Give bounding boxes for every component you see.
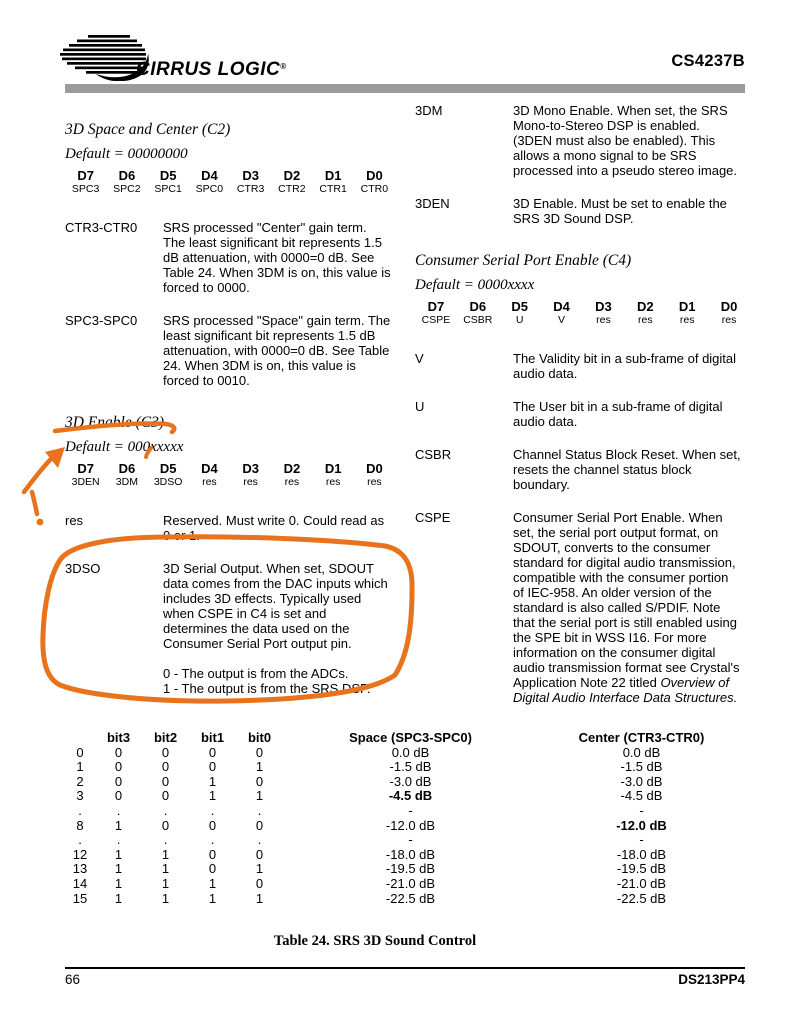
- term-definition: 3D Mono Enable. When set, the SRS Mono-to-Stereo DSP is enabled. (3DEN must also be enabled). This allows a mono signal to be SRS processed into a pseudo stereo image.: [513, 103, 738, 178]
- term-label: 3DSO: [65, 561, 101, 576]
- exclamation-dot: [37, 519, 44, 526]
- bit-name: res: [367, 476, 382, 488]
- definition-text: Consumer Serial Port Enable. When set, the serial port output format, on SDOUT, converts to the consumer standard for digital audio transmission, compatible with the consumer portion of IEC-958. An older version of the standard is also called S/PDIF. Note that the serial port is still enabled using the SPE bit in WSS I16. For more information on the consumer digital audio transmission format see Crystal's Application Note 22 titled: [513, 510, 740, 690]
- table-cell: -4.5 dB: [620, 789, 663, 804]
- definition-3dso: [65, 561, 395, 696]
- bit-name: 3DEN: [71, 476, 100, 488]
- bit-name: SPC0: [195, 183, 224, 195]
- definition-3dm: [415, 98, 750, 178]
- definition-3den: [415, 196, 750, 226]
- table-row: [65, 760, 745, 775]
- table-cell: 0: [161, 745, 170, 760]
- term-definition: Reserved. Must write 0. Could read as 0 or 1.: [163, 513, 385, 543]
- table-cell: 0: [208, 862, 217, 877]
- term-label: SPC3-SPC0: [65, 313, 138, 328]
- bit-D3: [230, 461, 271, 489]
- register-bit-table-c2: [65, 168, 395, 196]
- table-cell: 0: [255, 774, 264, 789]
- table-header-cell: [65, 731, 95, 746]
- definition-ctr3-ctr0: [65, 220, 395, 295]
- brand-name: CIRRUS LOGIC®: [136, 59, 287, 80]
- term-label: 3DEN: [415, 196, 450, 211]
- bit-D2: [624, 299, 666, 327]
- table-caption: Table 24. SRS 3D Sound Control: [273, 933, 477, 949]
- table-cell: .: [257, 833, 262, 848]
- table-cell: .: [163, 803, 168, 818]
- bit-name: SPC2: [113, 183, 141, 195]
- table-cell: 12: [72, 847, 88, 862]
- register-bit-table-c3: [65, 461, 395, 489]
- table-row: [65, 848, 745, 863]
- option-1: 1 - The output is from the SRS DSP.: [163, 681, 371, 696]
- bit-D4: [541, 299, 583, 327]
- table-cell: .: [116, 833, 121, 848]
- table-cell: 0: [114, 745, 123, 760]
- arrow-head: [45, 447, 65, 468]
- table-header-cell: bit0: [247, 731, 272, 745]
- table-header-cell: bit2: [153, 731, 178, 745]
- bit-name: res: [638, 314, 653, 326]
- table-cell: 1: [114, 891, 123, 906]
- term-label: U: [415, 399, 425, 414]
- bit-position: D4: [201, 168, 218, 183]
- bit-name: CTR2: [278, 183, 306, 195]
- table-cell: 0: [114, 774, 123, 789]
- table-header-cell: bit1: [200, 731, 225, 745]
- table-cell: 13: [72, 862, 88, 877]
- bit-position: D7: [77, 168, 94, 183]
- table-cell: -18.0 dB: [616, 847, 667, 862]
- table-cell: -1.5 dB: [389, 760, 432, 775]
- bit-position: D6: [118, 461, 136, 476]
- table-cell: -3.0 dB: [389, 774, 432, 789]
- exclamation-icon: [32, 492, 37, 514]
- term-label: CTR3-CTR0: [65, 220, 138, 235]
- table-cell: 1: [76, 760, 84, 775]
- bit-name: CTR1: [319, 183, 347, 195]
- definition-spc3-spc0: [65, 313, 395, 388]
- table-cell: -: [408, 803, 413, 818]
- table-row: [65, 877, 745, 892]
- table-cell: .: [78, 833, 82, 848]
- term-label: 3DM: [415, 103, 443, 118]
- table-cell: -19.5 dB: [385, 862, 436, 877]
- table-row: [65, 862, 745, 877]
- table-cell: 1: [161, 876, 170, 891]
- bit-D1: [666, 299, 708, 327]
- table-header-cell: Space (SPC3-SPC0): [349, 731, 472, 745]
- bit-name: 3DSO: [153, 476, 183, 488]
- table-cell: 0: [208, 745, 217, 760]
- table-cell: -21.0 dB: [385, 876, 436, 891]
- bit-name: U: [515, 314, 524, 326]
- table-cell: 1: [255, 789, 264, 804]
- table-row: [65, 746, 745, 761]
- bit-position: D3: [242, 168, 259, 183]
- term-label: CSPE: [415, 510, 451, 525]
- bit-D7: [65, 461, 106, 489]
- table-cell: 1: [208, 876, 217, 891]
- table-cell: 0.0 dB: [391, 745, 430, 760]
- right-column: [415, 98, 750, 723]
- registered-mark: ®: [280, 62, 287, 71]
- bit-position: D5: [159, 168, 177, 183]
- bit-name: CTR3: [236, 183, 265, 195]
- table-cell: 1: [255, 891, 264, 906]
- table-cell: -22.5 dB: [385, 891, 436, 906]
- bit-name: CTR0: [360, 183, 389, 195]
- table-cell: 0: [76, 745, 84, 760]
- bit-name: res: [596, 314, 611, 326]
- bit-position: D2: [637, 299, 654, 314]
- table-header-cell: bit3: [106, 731, 131, 745]
- bit-position: D1: [324, 168, 342, 183]
- term-definition: The User bit in a sub-frame of digital audio data.: [513, 399, 723, 429]
- table-cell: 3: [76, 789, 84, 804]
- table-cell: 8: [76, 818, 84, 833]
- bit-D2: [271, 461, 312, 489]
- table-cell: 1: [114, 847, 123, 862]
- cirrus-logic-logo: [58, 33, 358, 83]
- table-row: [65, 819, 745, 834]
- table-cell: -: [639, 803, 644, 818]
- table-cell: -3.0 dB: [620, 774, 663, 789]
- table-cell: .: [210, 803, 215, 818]
- bit-D1: [313, 461, 354, 489]
- term-label: V: [415, 351, 424, 366]
- table-cell: .: [116, 803, 121, 818]
- table-cell: -12.0 dB: [385, 818, 436, 833]
- table-row: [65, 789, 745, 804]
- bit-position: D7: [77, 461, 94, 476]
- bit-D4: [189, 461, 230, 489]
- section-title-c4: Consumer Serial Port Enable (C4): [415, 252, 632, 269]
- table-cell: 0: [255, 818, 264, 833]
- table-cell: 1: [161, 891, 170, 906]
- bit-D0: [354, 168, 395, 196]
- bit-D5: [148, 168, 189, 196]
- bit-D6: [457, 299, 499, 327]
- bit-position: D0: [366, 461, 383, 476]
- table-cell: 2: [76, 774, 84, 789]
- definition-text: 3D Serial Output. When set, SDOUT data comes from the DAC inputs which includes 3D effects. Typically used when CSPE in C4 is set and determines the data used on the Consumer Serial Port output pin.: [163, 561, 388, 651]
- table-cell: 15: [72, 891, 88, 906]
- table-cell: .: [257, 803, 262, 818]
- term-definition: SRS processed "Center" gain term. The least significant bit represents 1.5 dB attenuation, with 0000=0 dB. See Table 24. When 3DM is on, this value is forced to 0000.: [163, 220, 391, 295]
- section-title-c2: 3D Space and Center (C2): [65, 121, 231, 138]
- bit-D5: [148, 461, 189, 489]
- definition-cspe: [415, 510, 750, 705]
- table-cell: 0: [208, 818, 217, 833]
- table-cell: 1: [255, 862, 264, 877]
- bit-position: D1: [678, 299, 696, 314]
- bit-position: D0: [720, 299, 738, 314]
- bit-name: CSBR: [463, 314, 493, 326]
- table-row: [65, 892, 745, 907]
- bit-D2: [271, 168, 312, 196]
- bit-position: D3: [595, 299, 612, 314]
- table-row: [65, 775, 745, 790]
- bit-D6: [106, 168, 147, 196]
- table-cell: .: [210, 833, 215, 848]
- doc-number: DS213PP4: [678, 972, 745, 987]
- bit-name: V: [558, 314, 566, 326]
- table-cell: 14: [72, 876, 88, 891]
- table-cell: -: [639, 833, 644, 848]
- default-value-c2: Default = 00000000: [65, 146, 188, 162]
- table-cell: 0: [208, 847, 217, 862]
- term-label: CSBR: [415, 447, 452, 462]
- table-cell: -22.5 dB: [616, 891, 667, 906]
- bit-name: res: [325, 476, 341, 488]
- bit-position: D2: [283, 461, 301, 476]
- bit-position: D4: [553, 299, 570, 314]
- option-0: 0 - The output is from the ADCs.: [163, 666, 349, 681]
- table-cell: 0: [114, 760, 123, 775]
- bit-position: D1: [324, 461, 342, 476]
- table-cell: .: [163, 833, 168, 848]
- table-cell: -1.5 dB: [620, 760, 663, 775]
- bit-name: CSPE: [421, 314, 451, 326]
- table-cell: 0: [208, 760, 217, 775]
- table-cell: -18.0 dB: [385, 847, 436, 862]
- table-row: [65, 833, 745, 848]
- table-cell: 0: [161, 760, 170, 775]
- bit-D0: [354, 461, 395, 489]
- definition-csbr: [415, 447, 750, 492]
- bit-name: SPC3: [71, 183, 100, 195]
- default-value-c3: Default = 000xxxxx: [65, 439, 184, 455]
- table-cell: -: [408, 833, 413, 848]
- table-header-row: [65, 731, 745, 746]
- bit-name: res: [202, 476, 217, 488]
- table-cell: 1: [255, 760, 264, 775]
- term-definition: SRS processed "Space" gain term. The least significant bit represents 1.5 dB attenuation, with 0000=0 dB. See Table 24. When 3DM is on, this value is forced to 0010.: [163, 313, 391, 388]
- bit-position: D3: [242, 461, 259, 476]
- table-row: [65, 804, 745, 819]
- bit-name: res: [284, 476, 300, 488]
- bit-position: D7: [427, 299, 445, 314]
- table-cell: 1: [114, 862, 123, 877]
- bit-name: res: [679, 314, 695, 326]
- bit-D3: [230, 168, 271, 196]
- table-cell: 1: [114, 876, 123, 891]
- page-number: 66: [65, 972, 81, 987]
- bit-value-options: [163, 666, 391, 696]
- register-bit-table-c4: [415, 299, 750, 327]
- table-header: [65, 731, 745, 746]
- table-cell: 0: [255, 876, 264, 891]
- bit-D6: [106, 461, 147, 489]
- part-number: CS4237B: [671, 52, 745, 70]
- bit-D1: [313, 168, 354, 196]
- bit-D7: [65, 168, 106, 196]
- definition-italic-title: Overview of Digital Audio Interface Data Structures.: [513, 675, 738, 705]
- table-cell: 0: [114, 789, 123, 804]
- term-definition: 3D Enable. Must be set to enable the SRS 3D Sound DSP.: [513, 196, 727, 226]
- table-cell: -12.0 dB: [616, 818, 667, 833]
- header-rule: [65, 84, 745, 93]
- term-definition: [163, 561, 391, 696]
- bit-name: res: [721, 314, 737, 326]
- table-cell: 0: [161, 789, 170, 804]
- table-cell: 1: [208, 774, 217, 789]
- table-cell: 0.0 dB: [622, 745, 661, 760]
- left-column: [65, 116, 395, 714]
- bit-D4: [189, 168, 230, 196]
- table-cell: 0: [255, 847, 264, 862]
- table-cell: 1: [114, 818, 123, 833]
- definition-v: [415, 351, 750, 381]
- bit-position: D5: [511, 299, 528, 314]
- table-cell: 0: [161, 818, 170, 833]
- table-cell: 1: [208, 789, 217, 804]
- definition-res: [65, 513, 395, 543]
- arrow-annotation: [24, 459, 51, 492]
- bit-position: D6: [469, 299, 487, 314]
- bit-D3: [583, 299, 625, 327]
- bit-position: D6: [118, 168, 136, 183]
- table-cell: 1: [161, 847, 170, 862]
- footer-rule: [65, 967, 745, 969]
- table-header-cell: Center (CTR3-CTR0): [578, 731, 705, 745]
- bit-D0: [708, 299, 750, 327]
- bit-position: D2: [283, 168, 301, 183]
- term-label: res: [65, 513, 84, 528]
- bit-position: D0: [366, 168, 383, 183]
- table-cell: .: [78, 803, 82, 818]
- bit-D7: [415, 299, 457, 327]
- bit-name: res: [243, 476, 258, 488]
- table-cell: -21.0 dB: [616, 876, 667, 891]
- table-cell: -19.5 dB: [616, 862, 667, 877]
- table-cell: -4.5 dB: [388, 789, 433, 804]
- term-definition: The Validity bit in a sub-frame of digital audio data.: [513, 351, 737, 381]
- bit-name: SPC1: [154, 183, 182, 195]
- term-definition: Channel Status Block Reset. When set, resets the channel status block boundary.: [513, 447, 741, 492]
- table-cell: 1: [208, 891, 217, 906]
- default-value-c4: Default = 0000xxxx: [415, 277, 535, 293]
- bit-position: D5: [159, 461, 177, 476]
- term-definition: [513, 510, 741, 705]
- table-cell: 1: [161, 862, 170, 877]
- srs-3d-sound-control-table: [65, 731, 745, 906]
- table-cell: 0: [161, 774, 170, 789]
- bit-D5: [499, 299, 541, 327]
- bit-position: D4: [201, 461, 218, 476]
- section-title-c3: 3D Enable (C3): [65, 414, 165, 431]
- table-body: [65, 746, 745, 907]
- bit-name: 3DM: [115, 476, 138, 488]
- definition-u: [415, 399, 750, 429]
- table-cell: 0: [255, 745, 264, 760]
